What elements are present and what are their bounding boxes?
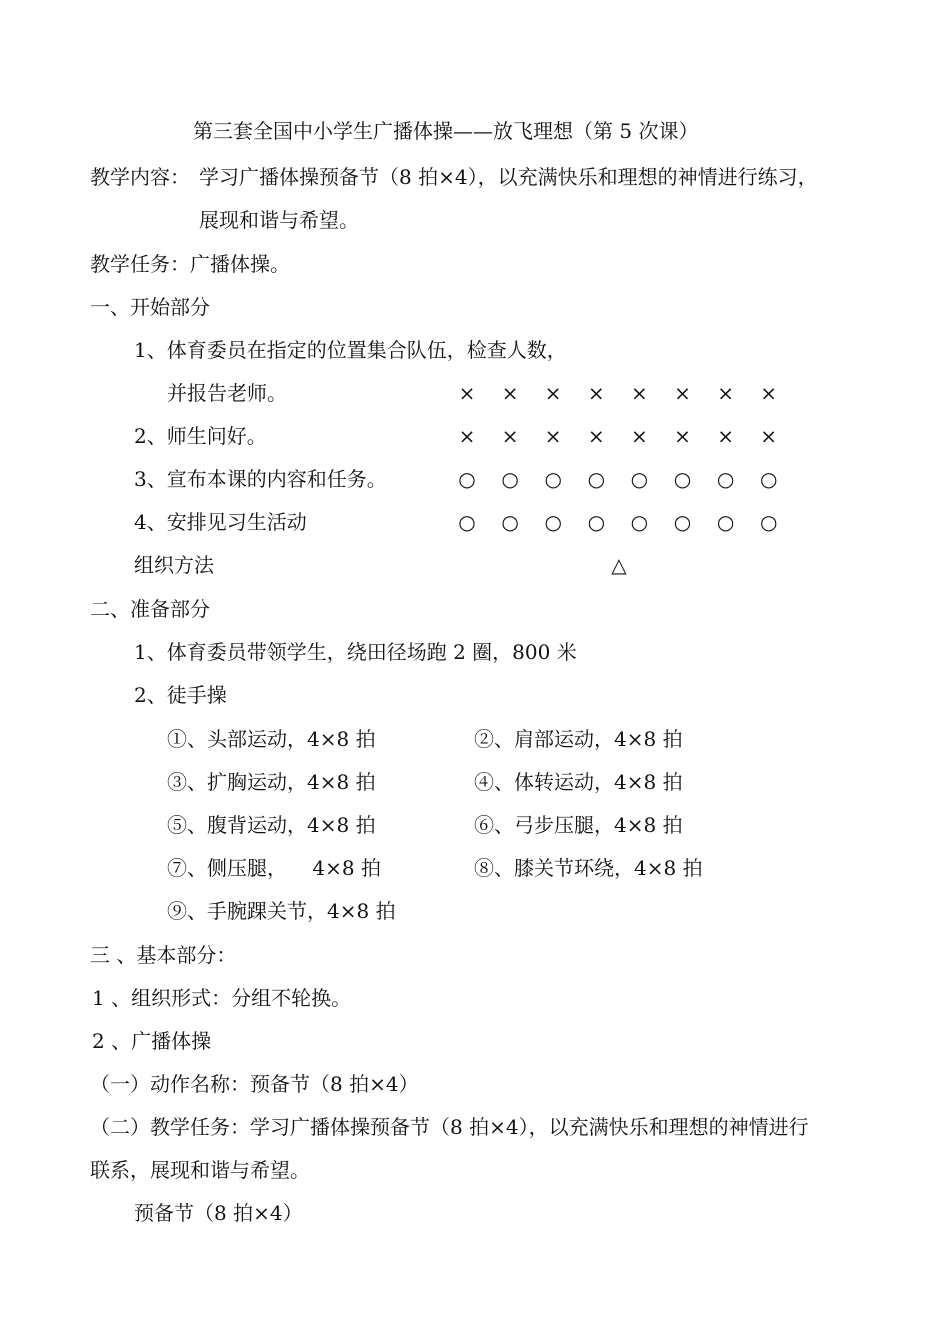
part3-item-1: 1 、组织形式：分组不轮换。 (92, 986, 352, 1010)
student-mark-o: ○ (544, 467, 562, 491)
student-mark-o: ○ (673, 510, 692, 534)
exercise-item: ④、体转运动，4×8 拍 (474, 770, 683, 794)
student-mark-x: × (717, 381, 734, 405)
student-mark-o: ○ (759, 467, 778, 491)
student-mark-o: ○ (716, 467, 735, 491)
exercise-item: ⑧、膝关节环绕，4×8 拍 (474, 856, 703, 880)
student-mark-x: × (631, 381, 648, 405)
part2-item-1: 1、体育委员带领学生，绕田径场跑 2 圈，800 米 (134, 640, 577, 664)
student-mark-x: × (587, 381, 605, 405)
part3-sub-1: （一）动作名称：预备节（8 拍×4） (90, 1072, 419, 1096)
part1-item: 并报告老师。 (167, 381, 287, 405)
teacher-symbol: △ (611, 553, 627, 577)
part1-heading: 一、开始部分 (90, 295, 210, 319)
part1-item: 1、体育委员在指定的位置集合队伍，检查人数， (134, 338, 567, 362)
student-mark-x: × (501, 381, 519, 405)
exercise-item: ①、头部运动，4×8 拍 (167, 727, 376, 751)
page-title: 第三套全国中小学生广播体操——放飞理想（第 5 次课） (193, 119, 699, 143)
exercise-item: ②、肩部运动，4×8 拍 (474, 727, 683, 751)
student-mark-o: ○ (630, 510, 649, 534)
student-mark-x: × (458, 424, 476, 448)
part3-sub-2-line-2: 联系，展现和谐与希望。 (90, 1158, 310, 1182)
student-mark-o: ○ (501, 510, 519, 534)
section-heading: 预备节（8 拍×4） (134, 1201, 303, 1225)
exercise-item: ⑤、腹背运动，4×8 拍 (167, 813, 376, 837)
student-mark-x: × (674, 381, 691, 405)
student-mark-x: × (501, 424, 519, 448)
exercise-item: ⑨、手腕踝关节，4×8 拍 (167, 899, 396, 923)
student-mark-x: × (587, 424, 605, 448)
method-label: 组织方法 (134, 553, 214, 577)
part3-heading: 三 、基本部分： (90, 943, 237, 967)
student-mark-x: × (544, 424, 562, 448)
student-mark-o: ○ (759, 510, 778, 534)
content-line-1: 学习广播体操预备节（8 拍×4），以充满快乐和理想的神情进行练习， (199, 165, 818, 189)
student-mark-o: ○ (458, 510, 476, 534)
exercise-item: ③、扩胸运动，4×8 拍 (167, 770, 376, 794)
content-label: 教学内容： (90, 165, 190, 189)
student-mark-x: × (760, 381, 778, 405)
task-line: 教学任务：广播体操。 (90, 252, 290, 276)
student-mark-o: ○ (673, 467, 692, 491)
part3-sub-2-line-1: （二）教学任务：学习广播体操预备节（8 拍×4），以充满快乐和理想的神情进行 (90, 1115, 809, 1139)
student-mark-x: × (631, 424, 648, 448)
exercise-item: ⑦、侧压腿， 4×8 拍 (167, 856, 381, 880)
student-mark-o: ○ (587, 467, 606, 491)
student-mark-x: × (544, 381, 562, 405)
student-mark-o: ○ (458, 467, 476, 491)
student-mark-o: ○ (630, 467, 649, 491)
part2-heading: 二、准备部分 (90, 597, 210, 621)
student-mark-x: × (674, 424, 691, 448)
student-mark-o: ○ (587, 510, 606, 534)
exercise-item: ⑥、弓步压腿，4×8 拍 (474, 813, 683, 837)
part1-item: 4、安排见习生活动 (134, 510, 307, 534)
part1-item: 2、师生问好。 (134, 424, 267, 448)
part1-item: 3、宣布本课的内容和任务。 (134, 467, 387, 491)
student-mark-o: ○ (716, 510, 735, 534)
student-mark-x: × (458, 381, 476, 405)
content-line-2: 展现和谐与希望。 (199, 208, 359, 232)
student-mark-x: × (760, 424, 778, 448)
student-mark-o: ○ (544, 510, 562, 534)
part2-item-2: 2、徒手操 (134, 683, 227, 707)
student-mark-x: × (717, 424, 734, 448)
part3-item-2: 2 、广播体操 (92, 1029, 212, 1053)
student-mark-o: ○ (501, 467, 519, 491)
